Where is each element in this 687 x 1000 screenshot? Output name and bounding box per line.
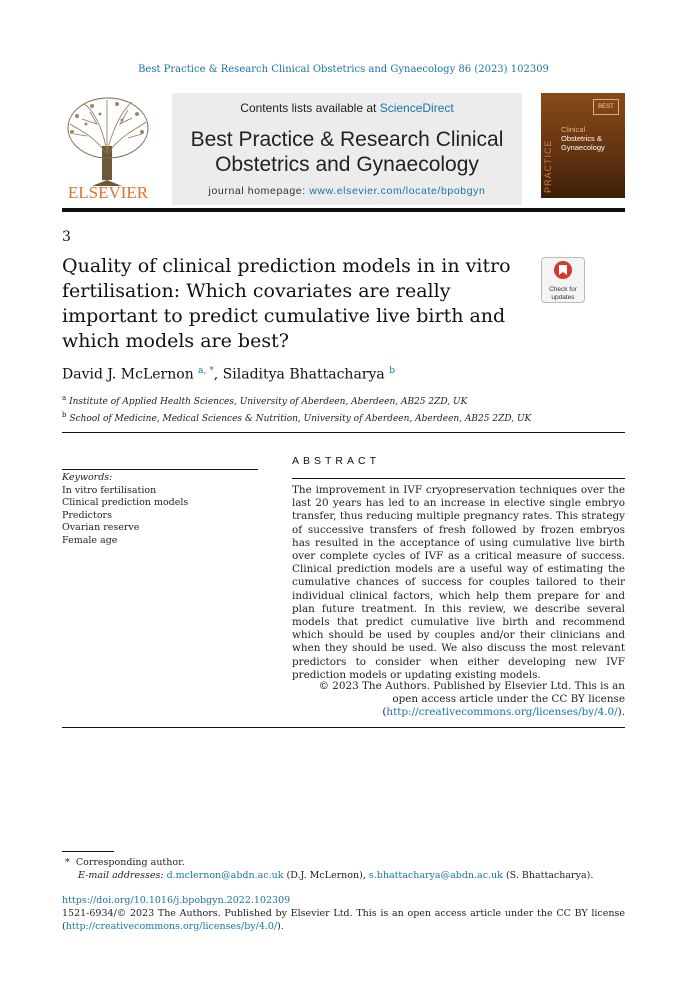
affiliation-item: $^a$ Institute of Applied Health Sciences, University of Aberdeen, Aberdeen, AB25 2ZD, UK — [62, 394, 468, 407]
journal-reference[interactable]: Best Practice & Research Clinical Obstetrics and Gynaecology 86 (2023) 102309 — [138, 64, 549, 75]
journal-title-line2: Obstetrics and Gynaecology — [215, 153, 479, 176]
check-updates-icon — [542, 258, 584, 282]
homepage-link[interactable]: www.elsevier.com/locate/bpobgyn — [309, 185, 486, 197]
footnote-rule — [62, 851, 114, 852]
journal-cover-image[interactable] — [541, 93, 625, 198]
elsevier-tree-icon — [62, 94, 154, 206]
keyword-item: Female age — [62, 534, 118, 546]
journal-title-line1: Best Practice & Research Clinical — [190, 128, 504, 151]
contents-line — [172, 101, 522, 115]
abstract-rule — [292, 478, 625, 479]
email-link[interactable]: d.mclernon@abdn.ac.uk — [166, 870, 284, 881]
article-title: Quality of clinical prediction models in in vitro fertilisation: Which covariates are really important to predict cumulative live birth and which models are best? — [62, 255, 511, 352]
cover-badge: BEST — [593, 99, 619, 115]
author-name: Siladitya Bhattacharya — [222, 366, 385, 383]
cover-title: Clinical Obstetrics & Gynaecology — [561, 125, 605, 152]
keywords-block — [62, 472, 188, 547]
keyword-item: Ovarian reserve — [62, 522, 140, 533]
journal-title — [172, 127, 522, 177]
contents-prefix: Contents lists available at — [240, 101, 380, 115]
doi-link[interactable]: https://doi.org/10.1016/j.bpobgyn.2022.102309 — [62, 895, 291, 906]
keywords-rule — [62, 469, 258, 470]
corresponding-author-footnote: * Corresponding author. E-mail addresses: d.mclernon@abdn.ac.uk (D.J. McLernon), s.bhattacharya@abdn.ac.uk (S. Bhattacharya). — [65, 857, 594, 881]
chapter-number: 3 — [62, 229, 71, 245]
keyword-item: In vitro fertilisation — [62, 484, 157, 496]
affiliation-item: $^b$ School of Medicine, Medical Sciences & Nutrition, University of Aberdeen, Aberdeen, AB25 2ZD, UK — [62, 411, 532, 424]
author-list — [62, 366, 395, 383]
cover-series-text: PRACTICE — [543, 139, 553, 193]
check-updates-label: Check for updates — [549, 286, 577, 301]
author-affiliation-mark[interactable]: a, * — [198, 366, 214, 376]
abstract-text: The improvement in IVF cryopreservation techniques over the last 20 years has led to an increase in elective single embryo transfer, thus reducing multiple pregnancy rates. This strategy of successive transfers of fresh followed by frozen embryos has resulted in the acceptance of using cumulative live birth over complete cycles of IVF as a critical measure of success. Clinical prediction models are a useful way of estimating the cumulative chances of success for couples tailored to their individual clinical factors, which help them prepare for and plan future treatment. In this review, we describe several models that predict cumulative live birth and recommend which should be used by couples and/or their clinicians and when they should be used. We also discuss the most relevant predictors to consider when either developing new IVF prediction models or updating existing models. — [292, 484, 625, 681]
journal-homepage — [172, 185, 522, 197]
sciencedirect-link[interactable]: ScienceDirect — [379, 101, 454, 115]
homepage-label: journal homepage: — [208, 185, 310, 197]
affiliation-rule — [62, 432, 625, 433]
author-affiliation-mark[interactable]: b — [389, 366, 395, 376]
author-separator: , — [213, 366, 223, 383]
elsevier-logo[interactable] — [62, 94, 154, 206]
abstract-bottom-rule — [62, 727, 625, 728]
license-link[interactable]: http://creativecommons.org/licenses/by/4.0/ — [65, 921, 278, 932]
keyword-item: Predictors — [62, 509, 112, 521]
email-link[interactable]: s.bhattacharya@abdn.ac.uk — [368, 870, 503, 881]
check-for-updates-button[interactable] — [541, 257, 585, 303]
keyword-item: Clinical prediction models — [62, 497, 189, 508]
license-link[interactable]: http://creativecommons.org/licenses/by/4.0/ — [386, 706, 618, 719]
affiliations — [62, 392, 531, 426]
keywords-label: Keywords: — [62, 472, 113, 483]
abstract-copyright: © 2023 The Authors. Published by Elsevier Ltd. This is an open access article under the CC BY license (http://creativecommons.org/licenses/by/4.0/). — [318, 680, 625, 719]
abstract-heading: ABSTRACT — [292, 455, 381, 467]
author-name: David J. McLernon — [62, 366, 194, 383]
issn-license-line: 1521-6934/© 2023 The Authors. Published by Elsevier Ltd. This is an open access article under the CC BY license (http://creativecommons.org/licenses/by/4.0/). — [62, 908, 625, 932]
header-rule — [62, 208, 625, 212]
elsevier-wordmark: ELSEVIER — [67, 183, 149, 202]
